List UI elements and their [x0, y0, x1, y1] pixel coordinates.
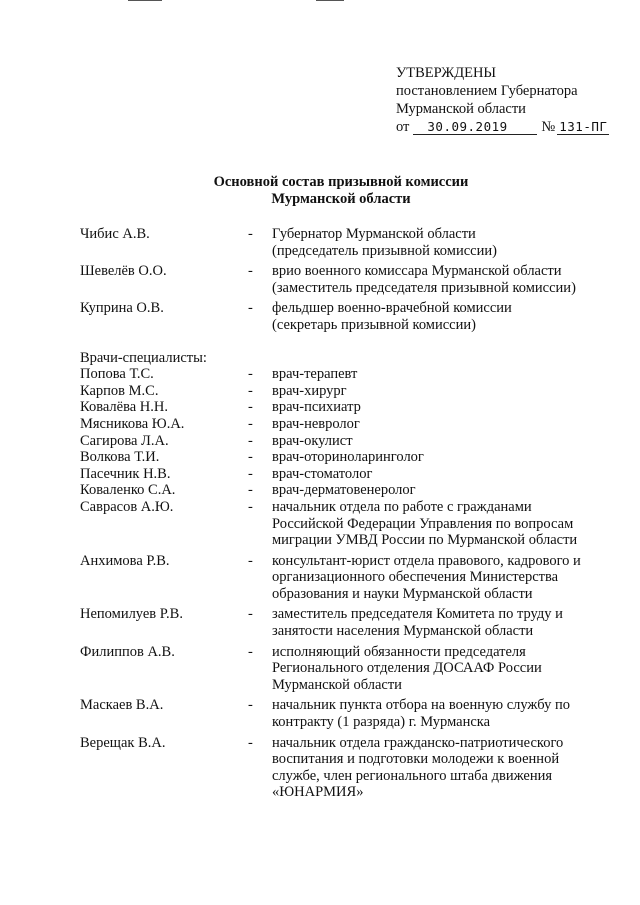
separator-dash: - [248, 734, 253, 751]
member-role: врач-психиатр [272, 399, 361, 416]
approval-block [396, 64, 609, 136]
commission-roster [80, 226, 620, 801]
member-row [80, 735, 620, 801]
doctors-list [80, 366, 620, 499]
number-field [557, 120, 609, 135]
date-prefix: от [396, 119, 410, 135]
separator-dash: - [248, 643, 253, 660]
member-role: начальник отдела гражданско-патриотического воспитания и подготовки молодежи к военной службе, член регионального штаба движения «ЮНАРМИЯ» [272, 734, 564, 801]
member-name: Саврасов А.Ю. [80, 498, 174, 515]
separator-dash: - [248, 399, 253, 416]
member-row [80, 499, 620, 549]
approval-date-line [396, 118, 609, 136]
member-name: Куприна О.В. [80, 300, 164, 317]
member-name: Попова Т.С. [80, 366, 154, 383]
title-line-2: Мурманской области [271, 191, 411, 207]
member-row [80, 399, 620, 416]
member-role: фельдшер военно-врачебной комиссии (секретарь призывной комиссии) [272, 300, 512, 333]
member-name: Сагирова Л.А. [80, 432, 169, 449]
member-name: Карпов М.С. [80, 382, 159, 399]
member-name: Мясникова Ю.А. [80, 415, 185, 432]
member-name: Шевелёв О.О. [80, 263, 167, 280]
member-role: врач-оториноларинголог [272, 449, 424, 466]
member-name: Ковалёва Н.Н. [80, 399, 168, 416]
doctors-heading: Врачи-специалисты: [80, 349, 207, 366]
member-role: врач-хирург [272, 382, 347, 399]
member-role: врач-невролог [272, 415, 360, 432]
separator-dash: - [248, 498, 253, 515]
separator-dash: - [248, 263, 253, 280]
member-row [80, 644, 620, 694]
member-role: врач-окулист [272, 432, 353, 449]
approval-line-1: постановлением Губернатора [396, 83, 578, 99]
approval-heading: УТВЕРЖДЕНЫ [396, 65, 497, 81]
separator-dash: - [248, 415, 253, 432]
member-row [80, 449, 620, 466]
member-role: врач-терапевт [272, 366, 358, 383]
member-name: Филиппов А.В. [80, 643, 175, 660]
member-row [80, 416, 620, 433]
member-row [80, 482, 620, 499]
member-row [80, 366, 620, 383]
member-name: Пасечник Н.В. [80, 465, 171, 482]
members-bottom-list [80, 499, 620, 801]
member-name: Чибис А.В. [80, 226, 150, 242]
separator-dash: - [248, 449, 253, 466]
member-row [80, 433, 620, 450]
member-name: Волкова Т.И. [80, 449, 160, 466]
separator-dash: - [248, 382, 253, 399]
member-row [80, 697, 620, 730]
member-role: врио военного комиссара Мурманской области (заместитель председателя призывной комиссии) [272, 263, 576, 296]
member-name: Верещак В.А. [80, 734, 166, 751]
top-rule-left [128, 0, 162, 1]
member-name: Коваленко С.А. [80, 482, 176, 499]
title-line-1: Основной состав призывной комиссии [213, 174, 469, 190]
number-prefix: № [541, 119, 556, 135]
member-role: начальник пункта отбора на военную службу по контракту (1 разряда) г. Мурманска [272, 697, 570, 731]
separator-dash: - [248, 482, 253, 499]
approval-line-2: Мурманской области [396, 101, 526, 117]
member-role: исполняющий обязанности председателя Регионального отделения ДОСААФ России Мурманской области [272, 643, 542, 693]
members-top-list [80, 226, 620, 334]
member-role: заместитель председателя Комитета по труду и занятости населения Мурманской области [272, 606, 563, 640]
separator-dash: - [248, 300, 253, 317]
separator-dash: - [248, 432, 253, 449]
member-role: врач-дерматовенеролог [272, 482, 416, 499]
separator-dash: - [248, 606, 253, 623]
separator-dash: - [248, 697, 253, 714]
document-title [0, 174, 640, 208]
member-name: Непомилуев Р.В. [80, 606, 183, 623]
separator-dash: - [248, 465, 253, 482]
member-role: консультант-юрист отдела правового, кадрового и организационного обеспечения Министерства образования и науки Мурманской области [272, 552, 581, 602]
separator-dash: - [248, 552, 253, 569]
member-row [80, 466, 620, 483]
member-role: начальник отдела по работе с гражданами Российской Федерации Управления по вопросам миграции УМВД России по Мурманской области [272, 498, 578, 549]
member-role: врач-стоматолог [272, 465, 373, 482]
separator-dash: - [248, 366, 253, 383]
member-row [80, 300, 620, 333]
number-value: 131-ПГ [559, 119, 608, 134]
date-value: 30.09.2019 [427, 119, 508, 134]
date-field [413, 120, 537, 135]
member-row [80, 606, 620, 639]
member-row [80, 553, 620, 603]
member-name: Анхимова Р.В. [80, 552, 170, 569]
member-name: Маскаев В.А. [80, 697, 164, 714]
member-role: Губернатор Мурманской области (председатель призывной комиссии) [272, 226, 497, 259]
top-rule-right [316, 0, 344, 1]
separator-dash: - [248, 226, 253, 242]
member-row [80, 263, 620, 296]
member-row [80, 226, 620, 259]
member-row [80, 383, 620, 400]
